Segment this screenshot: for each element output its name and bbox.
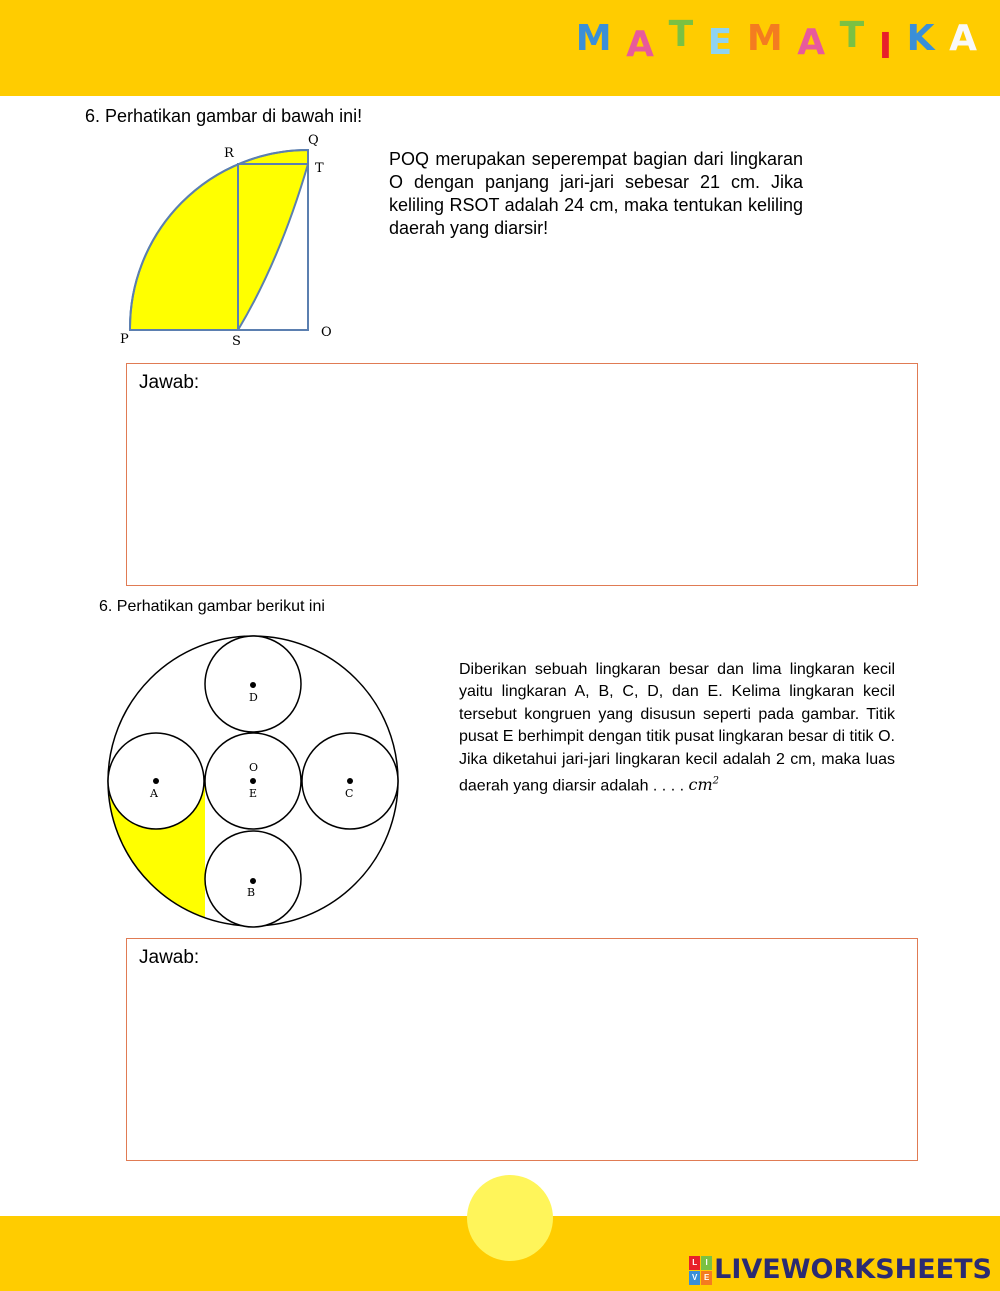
unit-text: cm: [688, 775, 713, 795]
center-dot: [153, 778, 159, 784]
question2-description: [459, 659, 895, 798]
logo-letter: A: [626, 24, 656, 65]
center-dot: [250, 778, 256, 784]
icon-letter: V: [689, 1271, 700, 1285]
page-circle: [467, 1175, 553, 1261]
point-label-t: T: [315, 161, 324, 176]
point-label-e: E: [249, 787, 258, 800]
question1-description: POQ merupakan seperempat bagian dari lingkaran O dengan panjang jari-jari sebesar 21 cm. Jika keliling RSOT adalah 24 cm, maka tentukan keliling daerah yang diarsir!: [389, 149, 803, 238]
question2-label: 6. Perhatikan gambar berikut ini: [99, 598, 325, 615]
liveworksheets-icon: [689, 1256, 711, 1284]
center-dot: [250, 682, 256, 688]
shaded-region: [130, 150, 308, 330]
point-label-s: S: [232, 334, 241, 349]
point-label-o: O: [249, 761, 259, 774]
liveworksheets-logo[interactable]: [689, 1254, 992, 1285]
brand-text: LIVEWORKSHEETS: [714, 1254, 992, 1285]
unit-power: 2: [712, 776, 719, 788]
answer-box-2[interactable]: [126, 938, 918, 1161]
point-label-p: P: [120, 332, 129, 347]
answer-box-1[interactable]: [126, 363, 918, 586]
point-label-d: D: [249, 691, 258, 704]
center-dot: [347, 778, 353, 784]
logo-letter: T: [839, 15, 866, 56]
point-label-q: Q: [308, 133, 319, 148]
point-label-a: A: [150, 787, 158, 800]
logo-letter: T: [668, 14, 695, 55]
icon-letter: I: [701, 1256, 712, 1270]
circles-figure: [104, 633, 404, 933]
point-label-r: R: [224, 146, 234, 161]
logo-letter: K: [906, 18, 936, 59]
logo-letter: E: [707, 22, 734, 63]
answer-label: Jawab:: [139, 947, 200, 968]
logo-letter: A: [949, 18, 978, 59]
quarter-circle-figure: [110, 130, 370, 350]
question2-text: Diberikan sebuah lingkaran besar dan lima lingkaran kecil yaitu lingkaran A, B, C, D, dan E. Kelima lingkaran kecil tersebut kongruen yang disusun seperti pada gambar. Titik pusat E berhimpit dengan titik pusat lingkaran besar di titik O. Jika diketahui jari-jari lingkaran kecil adalah 2 cm, maka luas daerah yang diarsir adalah . . . .: [459, 661, 895, 795]
icon-letter: L: [689, 1256, 700, 1270]
point-label-c: C: [345, 787, 354, 800]
point-label-o: O: [321, 325, 332, 340]
logo-letter: M: [575, 18, 613, 59]
center-dot: [250, 878, 256, 884]
logo-letter: A: [797, 22, 827, 63]
point-label-b: B: [247, 886, 256, 899]
logo-letter: M: [746, 18, 784, 59]
matematika-logo: [575, 14, 978, 67]
question1-label: 6. Perhatikan gambar di bawah ini!: [85, 106, 363, 126]
header-bar: [0, 0, 1000, 96]
answer-label: Jawab:: [139, 372, 200, 393]
logo-letter: I: [878, 26, 894, 67]
icon-letter: E: [701, 1271, 712, 1285]
